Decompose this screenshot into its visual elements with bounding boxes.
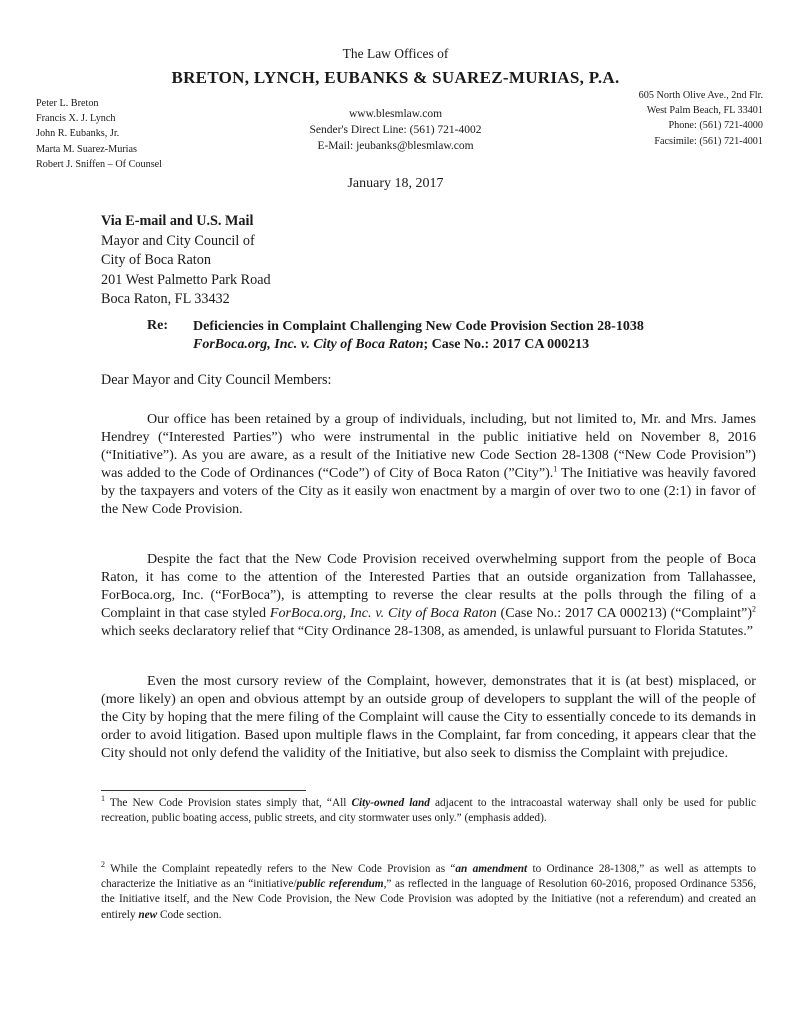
footnote-text: adjacent to the intracoastal waterway shall only be used for public recreation, public boating access, public streets, and city stormwater uses only.” (emphasis added).	[101, 797, 756, 825]
footnote-emphasis: new	[138, 908, 158, 921]
footnote-text: ,” as reflected in the language of Resolution 60-2016, proposed Ordinance 5356, the Initiative itself, and the New Code Provision, the New Code Provision was adopted by the Initiative (not a referendum) and created an entirely	[101, 878, 757, 921]
footnote-text: The New Code Provision states simply that, “All	[105, 797, 352, 809]
letter-date: January 18, 2017	[347, 176, 444, 191]
letterhead-top-line: The Law Offices of	[342, 46, 449, 61]
recipient-line: City of Boca Raton	[101, 252, 211, 268]
partner-name: Robert J. Sniffen – Of Counsel	[36, 158, 163, 170]
paragraph-text: Our office has been retained by a group of individuals, including, but not limited to, Mr. and Mrs. James Hendrey (“Interested Parties”) who were instrumental in the public initiative held on November 8, 2016 (“Initiative”). As you are aware, as a result of the Initiative new Code Section 28-1308 (“New Code Provision”) was added to the Code of Ordinances (“Code”) of City of Boca Raton (”City”).	[101, 411, 756, 482]
office-address	[639, 88, 763, 149]
website: www.blesmlaw.com	[348, 108, 443, 120]
recipient-block	[101, 212, 271, 310]
partner-name: Marta M. Suarez-Murias	[36, 143, 137, 155]
footnote-text: Code section.	[157, 908, 222, 921]
paragraph-2	[101, 550, 756, 640]
paragraph-text: Despite the fact that the New Code Provision received overwhelming support from the people of Boca Raton, it has come to the attention of the Interested Parties that an outside organization from Tallahassee, ForBoca.org, Inc. (“ForBoca”), is attempting to reverse the clear results at the polls through the filing of a Complaint in that case styled	[101, 551, 756, 622]
footnote-emphasis: public referendum	[296, 878, 384, 891]
sender-email: E-Mail: jeubanks@blesmlaw.com	[317, 140, 474, 152]
paragraph-3: Even the most cursory review of the Complaint, however, demonstrates that it is (at best) misplaced, or (more likely) an open and obvious attempt by an outside group of developers to supplant the will of the people of the City by hoping that the mere filing of the Complaint will cause the City to essentially concede to its demands in order to avoid litigation. Based upon multiple flaws in the Complaint, far from conceding, it appears clear that the City should not only defend the validity of the Initiative, but also seek to dismiss the Complaint with prejudice.	[101, 673, 756, 762]
re-line-2	[193, 336, 753, 354]
footnote-divider	[101, 790, 306, 791]
firm-name: BRETON, LYNCH, EUBANKS & SUAREZ-MURIAS, P.A.	[171, 68, 620, 87]
facsimile: Facsimile: (561) 721-4001	[654, 135, 763, 147]
footnote-emphasis: an amendment	[455, 863, 528, 875]
salutation: Dear Mayor and City Council Members:	[101, 372, 332, 388]
footnote-1	[101, 796, 756, 826]
delivery-method: Via E-mail and U.S. Mail	[101, 213, 254, 229]
case-name: ForBoca.org, Inc. v. City of Boca Raton	[269, 605, 497, 622]
paragraph-text: which seeks declaratory relief that “City Ordinance 28-1308, as amended, is unlawful pursuant to Florida Statutes.”	[101, 623, 754, 640]
direct-line: Sender's Direct Line: (561) 721-4002	[309, 124, 482, 136]
recipient-line: Mayor and City Council of	[101, 232, 255, 249]
recipient-line: 201 West Palmetto Park Road	[101, 271, 271, 288]
recipient-line: Boca Raton, FL 33432	[101, 291, 230, 307]
footnote-text: to Ordinance 28-1308,” as well as attempts to characterize the Initiative as an “initiative/	[101, 863, 756, 891]
footnote-ref: 1	[553, 464, 558, 474]
phone: Phone: (561) 721-4000	[668, 120, 763, 132]
re-case-number: ; Case No.: 2017 CA 000213	[423, 337, 590, 352]
re-label: Re:	[147, 318, 168, 333]
partner-name: Francis X. J. Lynch	[36, 113, 116, 125]
re-case-name: ForBoca.org, Inc. v. City of Boca Raton	[193, 337, 424, 352]
footnote-2	[101, 862, 756, 923]
footnote-emphasis: City-owned land	[351, 797, 430, 809]
address-line: West Palm Beach, FL 33401	[646, 105, 763, 117]
paragraph-text: (Case No.: 2017 CA 000213) (“Complaint”)	[496, 605, 753, 622]
footnote-number: 2	[101, 860, 105, 870]
paragraph-text: The Initiative was heavily favored by the taxpayers and voters of the City as it easily won enactment by a margin of over two to one (2:1) in favor of the New Code Provision.	[101, 465, 756, 518]
re-line-1: Deficiencies in Complaint Challenging New Code Provision Section 28-1038	[193, 319, 644, 334]
re-subject	[193, 318, 753, 354]
paragraph-1	[101, 410, 756, 519]
partner-name: Peter L. Breton	[36, 98, 99, 109]
footnote-ref: 2	[752, 604, 757, 614]
address-line: 605 North Olive Ave., 2nd Flr.	[638, 90, 763, 101]
footnote-text: While the Complaint repeatedly refers to the New Code Provision as “	[105, 863, 456, 875]
footnote-number: 1	[101, 794, 105, 804]
partner-name: John R. Eubanks, Jr.	[36, 128, 120, 140]
